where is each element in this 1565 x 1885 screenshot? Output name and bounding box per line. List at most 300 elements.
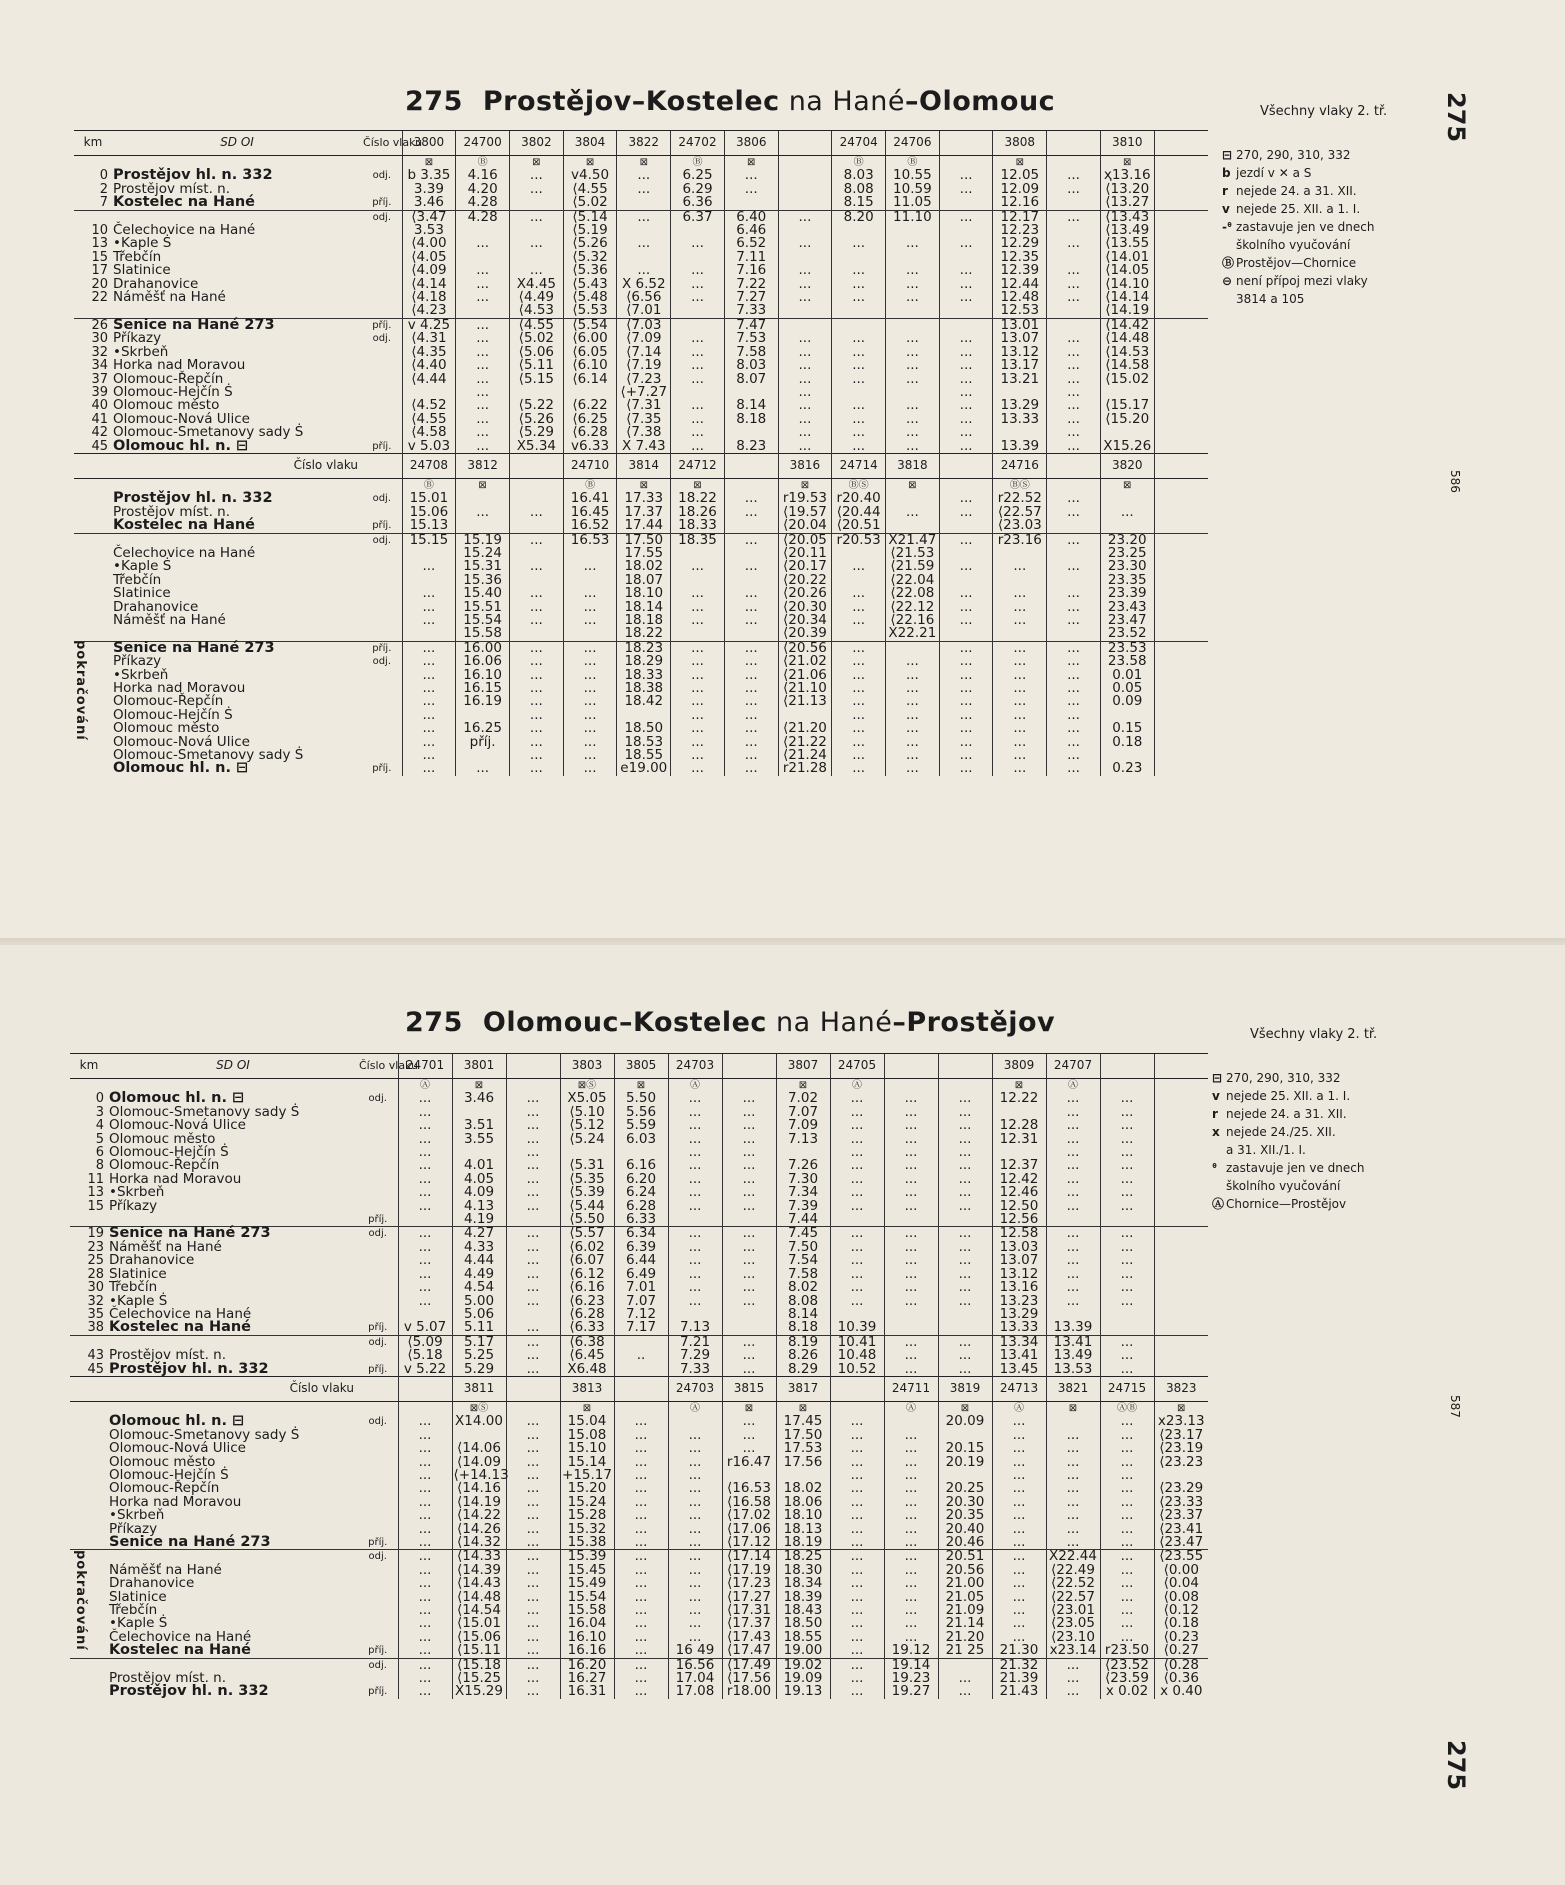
time-cell: 7.58 [776, 1268, 830, 1281]
train-number: 3802 [509, 131, 563, 156]
km-cell: 13 [91, 236, 108, 252]
km-cell [70, 1415, 108, 1428]
time-cell: ... [884, 1617, 938, 1630]
time-cell: ... [506, 1672, 560, 1685]
time-cell: ... [668, 1442, 722, 1455]
time-cell: ... [993, 655, 1047, 668]
time-cell: 18.25 [776, 1550, 830, 1564]
time-cell: ... [1100, 1254, 1154, 1267]
time-cell: ... [1047, 506, 1101, 519]
train-symbol: ⊠Ⓢ [560, 1079, 614, 1093]
time-cell: 4.01 [452, 1159, 506, 1172]
time-cell: ⟨17.27 [722, 1591, 776, 1604]
time-cell: ... [884, 1482, 938, 1495]
title-via-suffix: na Hané [776, 1007, 893, 1038]
time-cell: ⟨23.47 [1154, 1536, 1208, 1550]
time-cell: ⟨5.36 [563, 264, 617, 277]
time-cell: 6.49 [614, 1268, 668, 1281]
legend-symbol: Ⓐ [1212, 1197, 1225, 1211]
time-cell: ... [506, 1281, 560, 1294]
time-cell: ⟨5.48 [563, 291, 617, 304]
time-cell: 18.38 [617, 682, 671, 695]
time-cell: ... [1046, 1295, 1100, 1308]
blank-cell [70, 1401, 108, 1415]
time-cell: ... [1100, 1335, 1154, 1349]
time-cell: ... [506, 1685, 560, 1698]
time-cell: ... [886, 278, 940, 291]
train-number: 24714 [832, 453, 886, 478]
time-cell: ... [402, 709, 456, 722]
time-cell [1154, 440, 1208, 454]
time-cell: ... [1047, 669, 1101, 682]
time-cell: ... [939, 373, 993, 386]
time-cell: ... [1047, 560, 1101, 573]
time-cell: 18.18 [617, 614, 671, 627]
station-name: Olomouc město [109, 1130, 216, 1147]
station-name: Olomouc město [113, 397, 220, 414]
train-symbol: ⊠ [614, 1079, 668, 1093]
time-cell: ... [724, 587, 778, 600]
train-number [938, 1054, 992, 1079]
time-cell: ... [884, 1281, 938, 1294]
time-cell: ⟨23.41 [1154, 1523, 1208, 1536]
time-cell: ... [402, 695, 456, 708]
time-cell: 19.14 [884, 1658, 938, 1672]
time-cell: 15.04 [560, 1415, 614, 1428]
time-cell: 20.51 [938, 1550, 992, 1564]
time-cell: 15.49 [560, 1577, 614, 1590]
time-cell: ... [778, 210, 832, 224]
time-cell: ... [506, 1268, 560, 1281]
time-cell: ... [509, 669, 563, 682]
time-cell [1100, 1308, 1154, 1321]
time-cell: ⟨5.54 [563, 318, 617, 332]
time-cell: v 5.22 [398, 1363, 452, 1377]
station-name: Třebčín [113, 248, 162, 265]
time-cell: ... [398, 1658, 452, 1672]
time-cell: ... [1047, 278, 1101, 291]
legend-symbol: r [1222, 184, 1228, 198]
time-cell: 7.09 [776, 1119, 830, 1132]
time-cell: 19.02 [776, 1658, 830, 1672]
time-cell: ... [884, 1349, 938, 1362]
time-cell: 18.06 [776, 1496, 830, 1509]
time-cell: ... [506, 1119, 560, 1132]
time-cell [1047, 304, 1101, 318]
arr-dep-mark [358, 1254, 398, 1267]
arr-dep-mark [362, 709, 402, 722]
time-cell: 18.10 [776, 1509, 830, 1522]
time-cell [1154, 574, 1208, 587]
km-header: km [74, 131, 112, 156]
arr-dep-mark: příj. [368, 1322, 388, 1334]
time-cell: ... [506, 1536, 560, 1550]
station-name: Čelechovice na Hané [113, 544, 256, 561]
time-cell: ... [884, 1268, 938, 1281]
time-cell: 7.13 [776, 1133, 830, 1146]
time-cell: 13.03 [992, 1241, 1046, 1254]
time-cell: ⟨14.06 [452, 1442, 506, 1455]
time-cell: ... [830, 1241, 884, 1254]
km-cell [70, 1604, 108, 1617]
time-cell [1154, 762, 1208, 775]
km-cell [70, 1658, 108, 1672]
time-cell: e19.00 [617, 762, 671, 775]
train-symbol: Ⓐ [1046, 1079, 1100, 1093]
time-cell: ⟨22.04 [886, 574, 940, 587]
time-cell: ... [830, 1604, 884, 1617]
time-cell: ... [884, 1631, 938, 1644]
legend-text: zastavuje jen ve dnech [1226, 1161, 1365, 1175]
time-cell [1154, 1268, 1208, 1281]
time-cell: ... [778, 386, 832, 399]
arr-dep-mark [358, 1509, 398, 1522]
time-cell: ... [671, 614, 725, 627]
time-cell: ⟨0.08 [1154, 1591, 1208, 1604]
time-cell: ⟨4.55 [509, 318, 563, 332]
time-cell: ... [884, 1456, 938, 1469]
time-cell: 12.39 [993, 264, 1047, 277]
time-cell: 21.43 [992, 1685, 1046, 1698]
time-cell: v 4.25 [402, 318, 456, 332]
time-cell: ... [938, 1241, 992, 1254]
time-cell: ... [722, 1415, 776, 1428]
km-cell [74, 641, 112, 655]
time-cell [1154, 1335, 1208, 1349]
time-cell: ... [456, 506, 510, 519]
arr-dep-mark [362, 399, 402, 412]
time-cell: v6.33 [563, 440, 617, 454]
station-name: Prostějov míst. n. [113, 180, 230, 197]
arr-dep-mark [358, 1617, 398, 1630]
time-cell: 12.29 [993, 237, 1047, 250]
time-cell: ... [1046, 1456, 1100, 1469]
time-cell [1100, 519, 1154, 533]
time-cell: ... [1047, 736, 1101, 749]
time-cell: ⟨4.49 [509, 291, 563, 304]
time-cell: ⟨15.11 [452, 1644, 506, 1658]
train-number: 3808 [993, 131, 1047, 156]
train-number: 24700 [456, 131, 510, 156]
km-cell: 3 [95, 1104, 104, 1120]
time-cell: ⟨17.02 [722, 1509, 776, 1522]
time-cell: ⟨16.58 [722, 1496, 776, 1509]
time-cell: ... [668, 1133, 722, 1146]
time-cell: ... [832, 291, 886, 304]
time-cell: ... [886, 264, 940, 277]
time-cell [1154, 709, 1208, 722]
time-cell [1154, 1295, 1208, 1308]
time-cell: 15.08 [560, 1429, 614, 1442]
time-cell: ... [938, 1254, 992, 1267]
time-cell [1154, 1227, 1208, 1241]
time-cell: ... [1047, 332, 1101, 345]
time-cell: r23.50 [1100, 1644, 1154, 1658]
arr-dep-mark [362, 547, 402, 560]
time-cell: ... [1046, 1281, 1100, 1294]
time-cell: 18.55 [776, 1631, 830, 1644]
train-number: 3813 [560, 1376, 614, 1401]
time-cell: ... [456, 318, 510, 332]
time-cell: ⟨14.42 [1100, 318, 1154, 332]
time-cell: ... [832, 641, 886, 655]
time-cell: 17.55 [617, 547, 671, 560]
arr-dep-mark: odj. [358, 1550, 398, 1564]
time-cell: ... [884, 1106, 938, 1119]
time-cell: ... [506, 1133, 560, 1146]
time-cell: 13.21 [993, 373, 1047, 386]
station-header: Číslo vlaku [112, 453, 362, 478]
time-cell: ... [614, 1591, 668, 1604]
time-cell [778, 304, 832, 318]
time-cell: ... [939, 762, 993, 775]
arr-dep-mark [362, 291, 402, 304]
arr-dep-mark: příj. [368, 1645, 388, 1657]
train-symbol: ⊠ [671, 478, 725, 492]
time-cell: ... [1046, 1092, 1100, 1105]
legend [1212, 1069, 1364, 1213]
time-cell: ... [992, 1456, 1046, 1469]
time-cell [1154, 1092, 1208, 1105]
time-cell: ⟨+7.27 [617, 386, 671, 399]
time-cell: ⟨5.31 [560, 1159, 614, 1172]
time-cell [1154, 359, 1208, 372]
legend-item [1212, 1087, 1364, 1105]
time-cell: ⟨23.52 [1100, 1658, 1154, 1672]
time-cell: ... [506, 1349, 560, 1362]
time-cell [1154, 373, 1208, 386]
time-cell [886, 519, 940, 533]
arr-dep-mark [358, 1456, 398, 1469]
time-cell: ⟨22.49 [1046, 1564, 1100, 1577]
time-cell: ... [398, 1092, 452, 1105]
time-cell: ... [832, 695, 886, 708]
time-cell: 17.04 [668, 1672, 722, 1685]
time-cell: ... [614, 1672, 668, 1685]
train-number [1047, 131, 1101, 156]
time-cell: ... [668, 1200, 722, 1213]
time-cell: +15.17 [560, 1469, 614, 1482]
arr-dep-mark [362, 278, 402, 291]
train-number [506, 1376, 560, 1401]
legend-item [1212, 1069, 1364, 1087]
time-cell: 8.08 [776, 1295, 830, 1308]
time-cell: ⟨14.54 [452, 1604, 506, 1617]
time-cell: ... [724, 533, 778, 547]
time-cell: ... [671, 373, 725, 386]
time-cell: ... [1046, 1509, 1100, 1522]
time-cell: x23.13 [1154, 1415, 1208, 1428]
time-cell: ... [668, 1577, 722, 1590]
train-symbol: Ⓐ [668, 1079, 722, 1093]
time-cell: 7.33 [668, 1363, 722, 1377]
time-cell: ... [939, 169, 993, 182]
time-cell: ... [563, 695, 617, 708]
arr-dep-mark [358, 1496, 398, 1509]
time-cell: 13.29 [993, 399, 1047, 412]
time-cell: ⟨6.10 [563, 359, 617, 372]
time-cell: ... [506, 1482, 560, 1495]
time-cell: 15.58 [456, 627, 510, 641]
train-symbol [509, 478, 563, 492]
time-cell: ... [614, 1644, 668, 1658]
train-number [722, 1054, 776, 1079]
time-cell: ... [938, 1349, 992, 1362]
time-cell: 18.02 [617, 560, 671, 573]
time-cell: ... [671, 346, 725, 359]
time-cell [938, 1308, 992, 1321]
station-name: Slatinice [113, 585, 171, 602]
time-cell: ... [671, 601, 725, 614]
station-name: Olomouc hl. n. ⊟ [109, 1413, 245, 1430]
time-cell: ... [506, 1363, 560, 1377]
all-classes-note: Všechny vlaky 2. tř. [1260, 104, 1388, 119]
time-cell [1154, 278, 1208, 291]
time-cell: ... [886, 413, 940, 426]
km-cell: 2 [99, 181, 108, 197]
km-cell: 4 [95, 1118, 104, 1134]
time-cell: 5.50 [614, 1092, 668, 1105]
time-cell: ... [938, 1281, 992, 1294]
arr-dep-mark: odj. [372, 493, 392, 505]
time-cell: ... [722, 1363, 776, 1377]
train-number: 3816 [778, 453, 832, 478]
time-cell: ⟨21.20 [778, 722, 832, 735]
time-cell: ⟨14.16 [452, 1482, 506, 1495]
time-cell: 13.41 [992, 1349, 1046, 1362]
time-cell: 7.45 [776, 1227, 830, 1241]
legend-text: nejede 25. XII. a 1. I. [1236, 202, 1361, 216]
time-cell: ... [722, 1295, 776, 1308]
time-cell: ... [830, 1159, 884, 1172]
time-cell: 18.14 [617, 601, 671, 614]
time-cell: 20.09 [938, 1415, 992, 1428]
station-name: Čelechovice na Hané [109, 1305, 252, 1322]
time-cell: ... [1046, 1159, 1100, 1172]
time-cell: ... [1100, 1550, 1154, 1564]
time-cell: ⟨20.17 [778, 560, 832, 573]
time-cell: ... [884, 1335, 938, 1349]
time-cell: ⟨5.02 [563, 196, 617, 210]
time-cell: 18.50 [617, 722, 671, 735]
time-cell: ... [884, 1496, 938, 1509]
time-cell: ... [722, 1281, 776, 1294]
time-cell: ... [509, 237, 563, 250]
time-cell: ... [992, 1442, 1046, 1455]
train-number: 24705 [830, 1054, 884, 1079]
time-cell: ... [398, 1119, 452, 1132]
time-cell: ... [668, 1496, 722, 1509]
arr-dep-mark [362, 346, 402, 359]
time-cell: ... [830, 1577, 884, 1590]
time-cell [1154, 1173, 1208, 1186]
time-cell: ⟨13.20 [1100, 183, 1154, 196]
time-cell [1154, 169, 1208, 182]
time-cell: ... [1047, 601, 1101, 614]
arr-dep-mark [358, 1268, 398, 1281]
time-cell: ... [668, 1092, 722, 1105]
time-cell: ... [724, 506, 778, 519]
time-cell: ⟨15.02 [1100, 373, 1154, 386]
time-cell: ... [722, 1119, 776, 1132]
time-cell: ... [671, 359, 725, 372]
time-cell: ... [778, 346, 832, 359]
time-cell: ... [1100, 1523, 1154, 1536]
time-cell: ... [724, 183, 778, 196]
time-cell: ... [1046, 1227, 1100, 1241]
time-cell: ... [722, 1106, 776, 1119]
time-cell: ... [506, 1617, 560, 1630]
arr-dep-mark [362, 183, 402, 196]
time-cell: ... [506, 1254, 560, 1267]
legend-item [1222, 182, 1374, 200]
time-cell: ... [832, 413, 886, 426]
time-cell: ... [724, 736, 778, 749]
time-cell: ... [830, 1672, 884, 1685]
legend-item [1222, 164, 1374, 182]
time-cell: ... [1100, 1173, 1154, 1186]
time-cell: 17.44 [617, 519, 671, 533]
time-cell [1154, 682, 1208, 695]
time-cell: ... [1100, 1442, 1154, 1455]
station-name: Kostelec na Hané [113, 194, 256, 211]
time-cell: ... [939, 278, 993, 291]
time-cell: 13.34 [992, 1335, 1046, 1349]
time-cell: ... [993, 749, 1047, 762]
timetable-page-587 [0, 945, 1565, 1885]
time-cell: ⟨15.25 [452, 1672, 506, 1685]
time-cell: 0.05 [1100, 682, 1154, 695]
time-cell: ... [398, 1268, 452, 1281]
time-cell: ... [939, 709, 993, 722]
time-cell: ⟨5.24 [560, 1133, 614, 1146]
station-name: Drahanovice [109, 1252, 195, 1269]
train-number: 3807 [776, 1054, 830, 1079]
train-number: 3818 [886, 453, 940, 478]
time-cell: ... [509, 641, 563, 655]
time-cell: ⟨5.26 [563, 237, 617, 250]
time-cell: 15.38 [560, 1536, 614, 1550]
arr-dep-mark [362, 587, 402, 600]
km-cell [74, 587, 112, 600]
time-cell: ... [722, 1442, 776, 1455]
time-cell: ⟨20.04 [778, 519, 832, 533]
station-header: Číslo vlaku [108, 1376, 358, 1401]
km-cell: 7 [99, 195, 108, 211]
time-cell: 7.33 [724, 304, 778, 318]
time-cell: ⟨4.14 [402, 278, 456, 291]
time-cell: ⟨6.02 [560, 1241, 614, 1254]
time-cell: 7.27 [724, 291, 778, 304]
time-cell: 15.54 [456, 614, 510, 627]
time-cell: ⟨20.44 [832, 506, 886, 519]
time-cell: ... [509, 749, 563, 762]
time-cell: ... [778, 237, 832, 250]
time-cell: ... [456, 278, 510, 291]
train-symbol: ⊠ [617, 156, 671, 170]
time-cell [614, 1363, 668, 1377]
time-cell: ... [614, 1631, 668, 1644]
time-cell: ... [724, 669, 778, 682]
time-cell: 12.16 [993, 196, 1047, 210]
time-cell: 15.20 [560, 1482, 614, 1495]
time-cell: 6.29 [671, 183, 725, 196]
time-cell: ... [722, 1335, 776, 1349]
time-cell: ... [724, 682, 778, 695]
time-cell: 4.54 [452, 1281, 506, 1294]
time-cell: ... [668, 1429, 722, 1442]
time-cell: 12.17 [993, 210, 1047, 224]
